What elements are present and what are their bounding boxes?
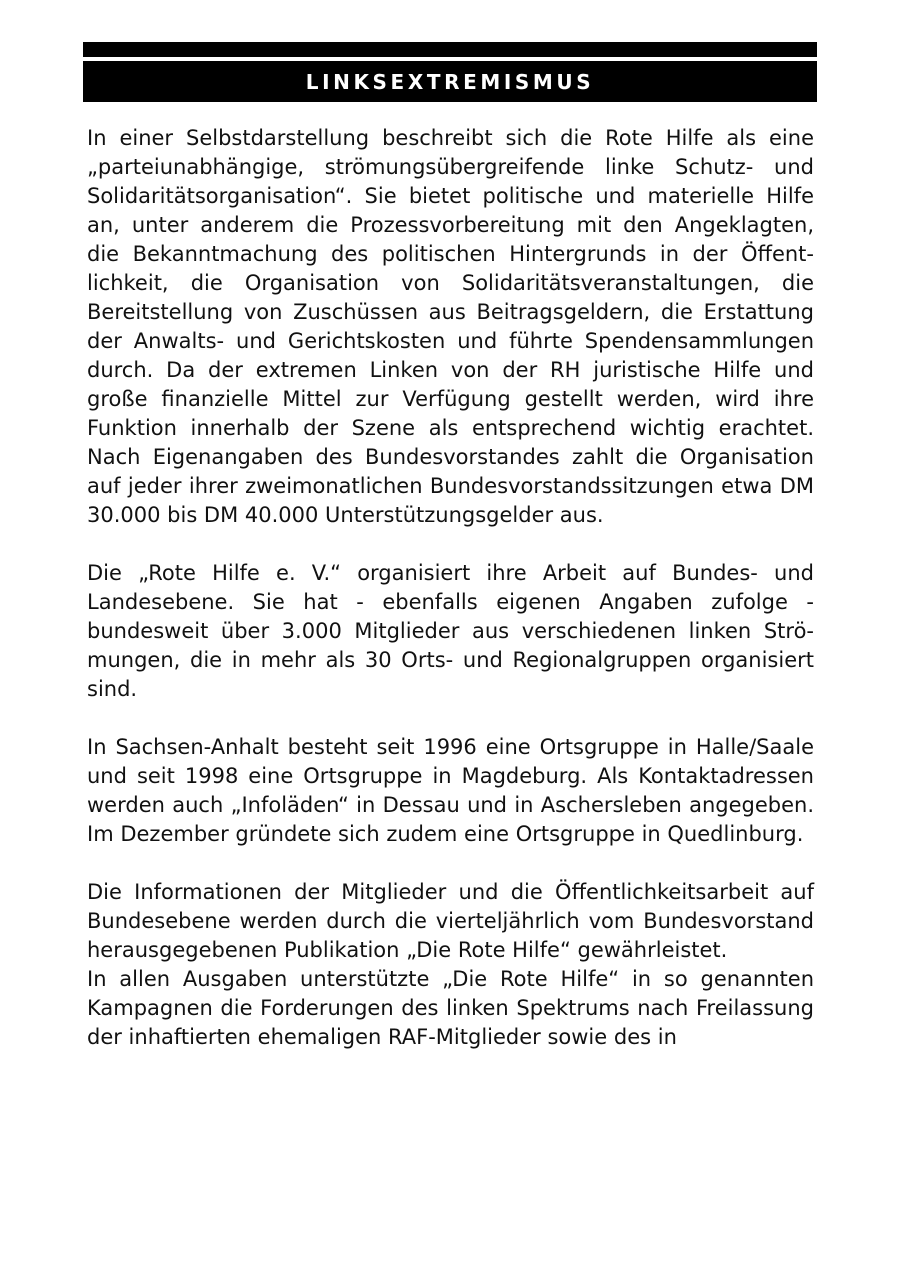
paragraph-gap bbox=[87, 530, 814, 559]
section-title: LINKSEXTREMISMUS bbox=[305, 69, 595, 94]
paragraph-publication: Die Informationen der Mitglieder und die Öffentlichkeitsarbeit auf Bundesebene werden durch die vierteljährlich vom Bundesvorstand herausgegebenen Publikation „Die Rote Hilfe“ gewährleistet. bbox=[87, 880, 814, 962]
body-text bbox=[87, 124, 814, 1052]
section-banner bbox=[83, 61, 817, 102]
paragraph-campaigns: In allen Ausgaben unterstützte „Die Rote Hilfe“ in so genannten Kampagnen die Forderungen des linken Spektrums nach Freilassung der inhaftierten ehemaligen RAF-Mitglieder sowie des in bbox=[87, 967, 814, 1049]
paragraph-self-description: In einer Selbstdarstellung beschreibt sich die Rote Hilfe als eine „parteiunabhängige, strömungsübergreifende linke Schutz- und Solidaritätsorganisation“. Sie bietet politische und materielle Hilfe an, unter anderem die Prozessvorbereitung mit den Angeklagten, die Bekanntmachung des politischen Hintergrunds in der Öffentlichkeit, die Organisation von Solidaritätsveranstaltungen, die Bereitstellung von Zuschüssen aus Beitragsgeldern, die Erstattung der Anwalts- und Gerichtskosten und führte Spendensammlungen durch. Da der extremen Linken von der RH juristische Hilfe und große finanzielle Mittel zur Verfügung gestellt werden, wird ihre Funktion innerhalb der Szene als entsprechend wichtig erachtet. Nach Eigenangaben des Bundesvorstandes zahlt die Organisation auf jeder ihrer zweimonatlichen Bundesvorstandssitzungen etwa DM 30.000 bis DM 40.000 Unterstützungsgelder aus. bbox=[87, 126, 814, 527]
paragraph-organisation: Die „Rote Hilfe e. V.“ organisiert ihre Arbeit auf Bundes- und Landesebene. Sie hat - ebenfalls eigenen Angaben zufolge - bundesweit über 3.000 Mitglieder aus verschiedenen linken Strömungen, die in mehr als 30 Orts- und Regionalgruppen organisiert sind. bbox=[87, 561, 814, 701]
paragraph-gap bbox=[87, 849, 814, 878]
paragraph-sachsen-anhalt: In Sachsen-Anhalt besteht seit 1996 eine Ortsgruppe in Halle/Saale und seit 1998 eine Ortsgruppe in Magdeburg. Als Kontaktadressen werden auch „Infoläden“ in Dessau und in Aschersleben angegeben. Im Dezember gründete sich zudem eine Ortsgruppe in Quedlinburg. bbox=[87, 735, 814, 846]
paragraph-gap bbox=[87, 704, 814, 733]
header-top-rule bbox=[83, 42, 817, 57]
